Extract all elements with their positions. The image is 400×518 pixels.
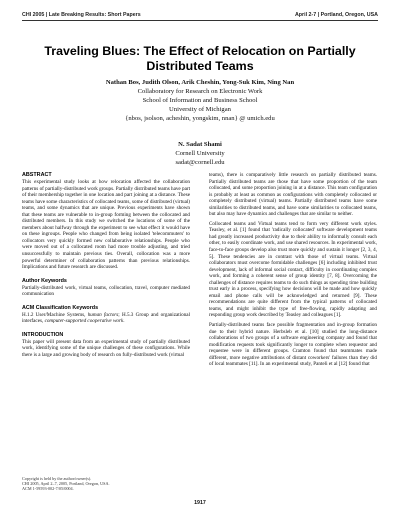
author-names: N. Sadat Shami: [178, 141, 222, 148]
section-heading-acm: ACM Classification Keywords: [22, 304, 99, 311]
page-number: 1917: [194, 500, 206, 506]
affiliation-line: Collaboratory for Research on Electronic Work: [137, 88, 263, 95]
copyright-line: ACM 1-59593-002-7/05/0004.: [22, 486, 74, 492]
body-paragraph: teams), there is comparatively little research on partially distributed teams. Partially distributed teams are those that have some proportion of the team collocated, and some proportion joining in at a distance. This team configuration is probably at least as common as configurations with completely collocated or completely distributed (virtual) teams. Partially distributed teams have some similarities to distributed teams, and have some similarities to collocated teams, but also may have dynamics and challenges that are similar to neither.: [209, 172, 377, 218]
section-heading-introduction: INTRODUCTION: [22, 331, 64, 338]
abstract-text: This experimental study looks at how relocation affected the collaboration patterns of partially-distributed work groups. Partially distributed teams have part of their membership together in one location and part joining at a distance. These teams have some characteristics of collocated teams, some of distributed (virtual) teams, and some dynamics that are unique. Previous experiments have shown that these teams are vulnerable to in-group forming between the collocated and distributed members. In this study we switched the locations of some of the members about halfway through the experiment to see what effect it would have on these ingroups. People who changed from being isolated 'telecommuters' to collocators very quickly formed new collaborative relationships. People who were moved out of a collocated room had more trouble adjusting, and tried unsuccessfully to maintain previous ties. Overall, collocation was a more powerful determiner of collaboration patterns than previous relationships. Implications and future research are discussed.: [22, 179, 190, 271]
header-rule: [22, 20, 378, 21]
keywords-text: Partially-distributed work, virtual teams, collocation, travel, computer mediated communication: [22, 284, 190, 298]
copyright-line: CHI 2005, April 2–7, 2005, Portland, Oregon, USA.: [22, 481, 110, 487]
copyright-line: Copyright is held by the author/owner(s).: [22, 476, 92, 481]
author-block-primary: [20, 78, 380, 123]
copyright-notice: [22, 476, 190, 492]
body-paragraph: Collocated teams and Virtual teams tend to form very different work styles. Teasley, et al. [1] found that 'radically collocated' software development teams had greatly increased productivity due to their ability to informally consult each other, to easily coordinate work, and use shared resources. In experimental work, face-to-face groups develop also trust more quickly and sustain it longer [2, 3, 4, 5]. These tendencies are in contrast with those of virtual teams. Virtual collaborators must overcome formidable challenges [6] including inhibited trust development, lack of informal social contact, difficulty in coordinating complex work, and forming a coherent sense of group identity [7, 8]. Overcoming the challenges of distance requires teams to do such things as spending time building trust early in a process, specifying how decisions will be made and how quickly email and phone calls will be acknowledged and returned [9]. These recommendations are quite different from the typical patterns of collocated teams, and might inhibit the type of free-flowing, rapidly adapting and responding group work described by Teasley and colleagues [1].: [209, 220, 377, 319]
introduction-text: This paper will present data from an experimental study of partially distributed work, identifying some of the unique challenges of these configurations. While there is a large and growing body of research on fully-distributed work (virtual: [22, 338, 190, 358]
body-paragraph: Partially-distributed teams face possible fragmentation and in-group formation due to their hybrid nature. Herbsleb et al. [10] studied the long-distance collaborations of two groups of a software engineering company and found that modification requests took significantly longer to complete when requestor and requestee were in different groups. Cramton found that teammates made different, more negative attributions of distant coworkers' failures than they did of local teammates [11]. In an experimental study, Panteli et al [12] found that: [209, 322, 377, 368]
affiliation-line: University of Michigan: [169, 106, 231, 113]
right-column: [209, 172, 377, 371]
author-block-secondary: [20, 140, 380, 167]
running-header-left: CHI 2005 | Late Breaking Results: Short Papers: [22, 12, 141, 18]
author-names: Nathan Bos, Judith Olson, Arik Cheshin, Yong-Suk Kim, Ning Nan: [105, 79, 295, 86]
running-header-right: April 2-7 | Portland, Oregon, USA: [294, 12, 378, 18]
section-heading-abstract: ABSTRACT: [22, 172, 52, 178]
author-emails: sadat@cornell.edu: [175, 159, 225, 166]
acm-classification-text: H.1.2 User/Machine Systems, human factors; H.5.3 Group and organizational interfaces, computer-supported cooperative work.: [22, 311, 190, 325]
affiliation-line: Cornell University: [175, 150, 225, 157]
author-emails: {nbos, jsolson, acheshin, yongskim, nnan} @ umich.edu: [125, 115, 275, 122]
section-heading-keywords: Author Keywords: [22, 277, 67, 284]
running-header: [22, 12, 378, 18]
left-column: [22, 172, 190, 361]
paper-title: Traveling Blues: The Effect of Relocation on Partially Distributed Teams: [44, 44, 356, 73]
affiliation-line: School of Information and Business School: [142, 97, 258, 104]
